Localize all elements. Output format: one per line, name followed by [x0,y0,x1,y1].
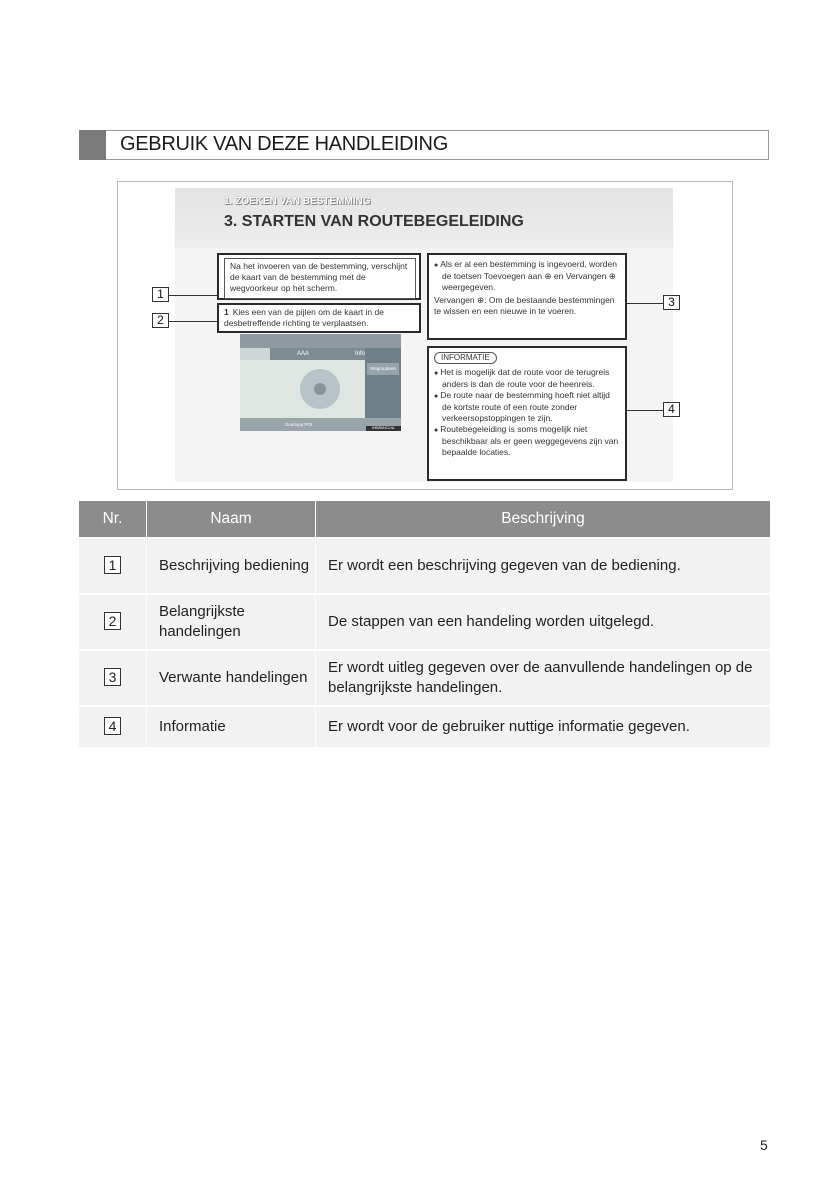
table-row [79,650,770,706]
header-beschrijving: Beschrijving [316,501,771,538]
section-header-bar [79,130,106,160]
description-text: Na het invoeren van de bestemming, verschijnt de kaart van de bestemming met de wegvoorkeur op het scherm. [230,261,408,293]
example-subheading: 1. ZOEKEN VAN BESTEMMING [224,196,371,207]
legend-table [79,501,770,747]
step-number: 1 [224,307,229,317]
screen-side-panel [365,348,401,418]
related-text: Vervangen ⊕: Om de bestaande bestemmingen te wissen en een nieuwe in te voeren. [434,295,615,316]
screen-poi-button: Doorlopp POI [285,422,313,427]
callout-1: 1 [152,287,169,302]
step-text: Kies een van de pijlen om de kaart in de desbetreffende richting te verplaatsen. [224,307,384,328]
row-description: Er wordt uitleg gegeven over de aanvullende handelingen op de belangrijkste handelingen. [316,650,771,706]
row-name: Beschrijving bediening [147,538,316,594]
row-number: 4 [104,717,121,735]
callout-3: 3 [663,295,680,310]
callout-2-leader [169,321,217,322]
section-header [79,130,769,160]
screen-info-button: Info [355,351,366,357]
callout-4: 4 [663,402,680,417]
information-label: INFORMATIE [434,352,497,364]
screen-image-code: IHBWM4CLNL [366,426,401,431]
row-name: Verwante handelingen [147,650,316,706]
row-number: 2 [104,612,121,630]
callout-3-leader [627,303,663,304]
map-center-icon [314,383,326,395]
callout-1-leader [169,295,217,296]
related-bullet: ● Als er al een bestemming is ingevoerd, worden de toetsen Toevoegen aan ⊕ en Vervangen ⊕ weergegeven. [434,259,620,293]
callout-2: 2 [152,313,169,328]
row-description: De stappen van een handeling worden uitgelegd. [316,594,771,650]
screen-top-bar [240,334,401,348]
row-name: Belangrijkste handelingen [147,594,316,650]
row-name: Informatie [147,706,316,747]
example-page-banner [175,188,673,248]
row-description: Er wordt een beschrijving gegeven van de bediening. [316,538,771,594]
header-naam: Naam [147,501,316,538]
row-number: 3 [104,668,121,686]
table-row [79,706,770,747]
row-number: 1 [104,556,121,574]
information-box [427,346,627,481]
table-row [79,538,770,594]
screen-name: AAA [297,351,310,357]
info-bullet: ● Routebegeleiding is soms mogelijk niet beschikbaar als er geen weggegevens zijn van bepaalde locaties. [434,424,620,458]
step-box [217,303,421,333]
row-description: Er wordt voor de gebruiker nuttige informatie gegeven. [316,706,771,747]
page-number: 5 [760,1137,768,1153]
callout-4-leader [627,410,663,411]
section-title: GEBRUIK VAN DEZE HANDLEIDING [120,133,448,155]
header-nr: Nr. [79,501,147,538]
description-box [217,253,421,300]
related-operations-box [427,253,627,340]
example-heading: 3. STARTEN VAN ROUTEBEGELEIDING [224,213,524,230]
table-header-row [79,501,770,538]
table-row [79,594,770,650]
navigation-screen-image [240,334,401,431]
info-bullet: ● Het is mogelijk dat de route voor de terugreis anders is dan de route voor de heenreis. [434,367,620,390]
info-bullet: ● De route naar de bestemming hoeft niet altijd de kortste route of een route zonder verkeersopstoppingen te zijn. [434,390,620,424]
screen-route-button: Wegrouteren [367,363,399,375]
